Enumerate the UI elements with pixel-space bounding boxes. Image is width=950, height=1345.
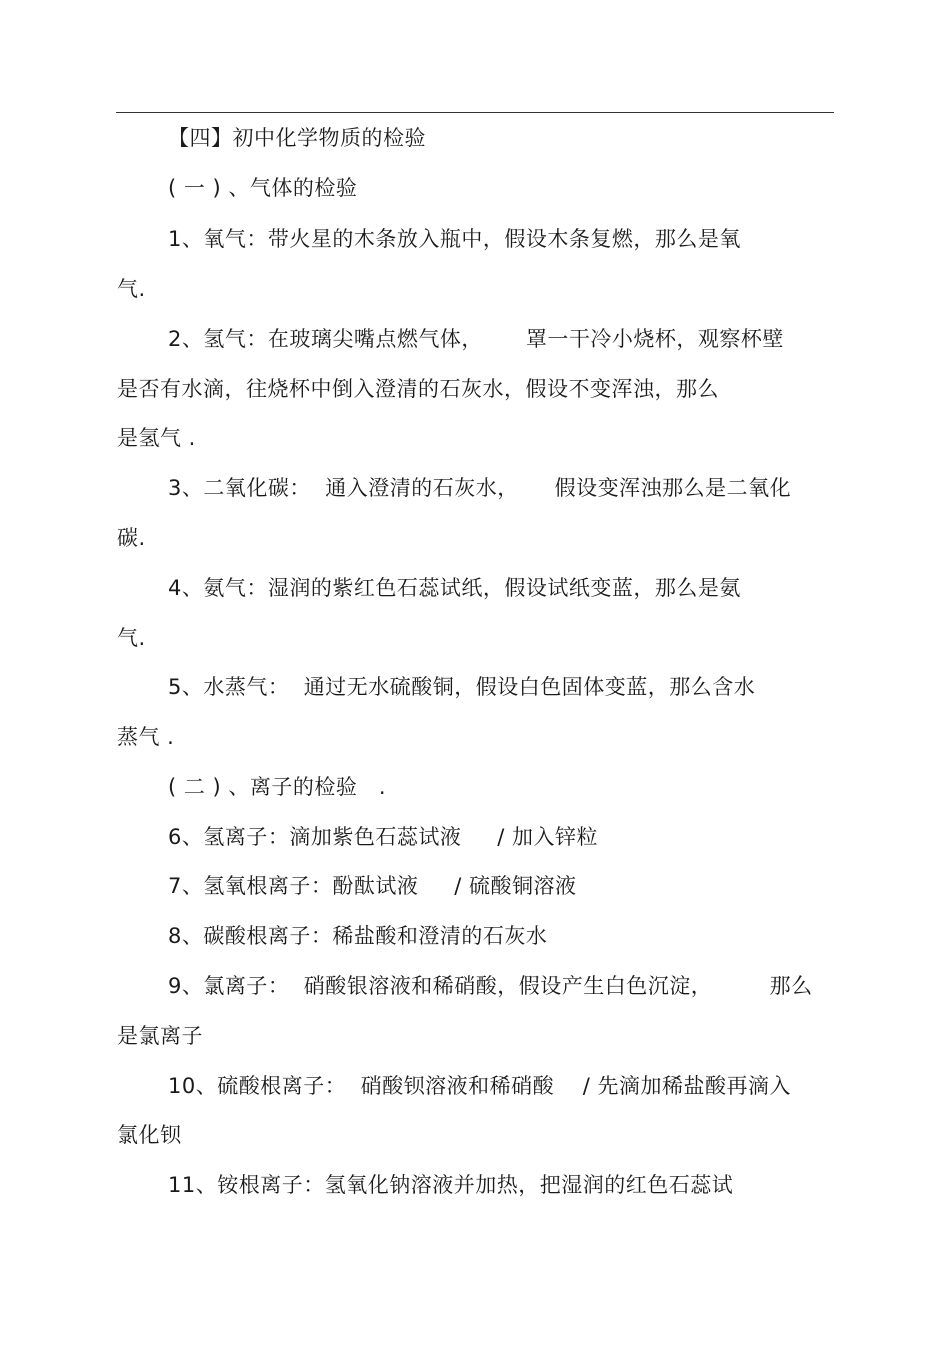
ion-carbonate: 8、碳酸根离子：稀盐酸和澄清的石灰水 [168, 924, 548, 948]
section-heading-ions: ( 二 ) 、离子的检验 . [168, 775, 387, 799]
ion-chloride-line2: 是氯离子 [117, 1024, 203, 1048]
item-hydrogen-line2: 是否有水滴，往烧杯中倒入澄清的石灰水，假设不变浑浊，那么 [117, 377, 719, 401]
ion-chloride-line1: 9、氯离子： 硝酸银溶液和稀硝酸，假设产生白色沉淀， 那么 [168, 974, 813, 998]
ion-sulfate-line2: 氯化钡 [117, 1123, 182, 1147]
item-ammonia-line1: 4、氨气：湿润的紫红色石蕊试纸，假设试纸变蓝，那么是氨 [168, 576, 741, 600]
item-co2-line1: 3、二氧化碳： 通入澄清的石灰水， 假设变浑浊那么是二氧化 [168, 476, 792, 500]
section-heading-gases: ( 一 ) 、气体的检验 [168, 176, 358, 200]
header-rule [116, 112, 834, 113]
item-ammonia-line2: 气. [117, 626, 146, 650]
item-hydrogen-line1: 2、氢气：在玻璃尖嘴点燃气体， 罩一干冷小烧杯，观察杯壁 [168, 327, 784, 351]
item-oxygen-line2: 气. [117, 277, 146, 301]
item-co2-line2: 碳. [117, 526, 146, 550]
item-water-vapor-line2: 蒸气 . [117, 725, 175, 749]
ion-sulfate-line1: 10、硫酸根离子： 硝酸钡溶液和稀硝酸 / 先滴加稀盐酸再滴入 [168, 1074, 792, 1098]
document-title: 【四】初中化学物质的检验 [168, 126, 426, 150]
ion-hydrogen: 6、氢离子：滴加紫色石蕊试液 / 加入锌粒 [168, 825, 598, 849]
ion-ammonium-line1: 11、铵根离子：氢氧化钠溶液并加热，把湿润的红色石蕊试 [168, 1173, 734, 1197]
item-oxygen-line1: 1、氧气：带火星的木条放入瓶中，假设木条复燃，那么是氧 [168, 227, 741, 251]
item-hydrogen-line3: 是氢气 . [117, 426, 196, 450]
ion-hydroxide: 7、氢氧根离子：酚酞试液 / 硫酸铜溶液 [168, 874, 577, 898]
item-water-vapor-line1: 5、水蒸气： 通过无水硫酸铜，假设白色固体变蓝，那么含水 [168, 675, 756, 699]
